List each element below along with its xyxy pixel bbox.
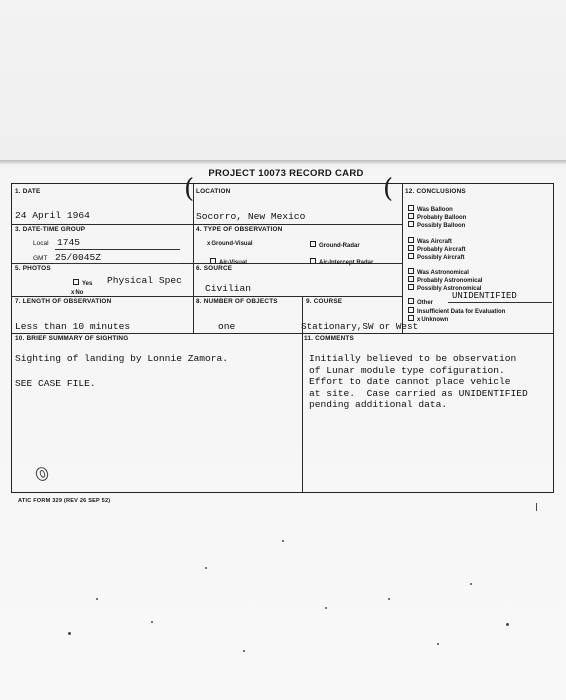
binder-clip-right: (	[383, 174, 394, 204]
summary-line-2: SEE CASE FILE.	[15, 378, 96, 389]
photos-label: 5. PHOTOS	[15, 265, 51, 272]
rule-col-date	[193, 184, 194, 333]
conclusion-other-value: UNIDENTIFIED	[452, 291, 517, 301]
gmt-value: 25/0045Z	[55, 252, 102, 263]
checkbox-icon	[408, 284, 414, 290]
number-of-objects-label: 8. NUMBER OF OBJECTS	[196, 298, 278, 305]
checkbox-icon	[408, 276, 414, 282]
course-label: 9. COURSE	[306, 298, 343, 305]
conclusion-probably-balloon[interactable]	[408, 213, 466, 221]
date-label: 1. DATE	[15, 188, 41, 195]
scan-speck	[506, 623, 509, 626]
brief-summary-label: 10. BRIEF SUMMARY OF SIGHTING	[15, 335, 129, 342]
local-time-value: 1745	[57, 237, 81, 248]
location-value: Socorro, New Mexico	[196, 211, 306, 222]
check-mark: x	[207, 241, 211, 247]
photos-no-text: No	[75, 290, 84, 296]
scan-speck	[536, 503, 537, 511]
checkbox-icon	[310, 241, 316, 247]
checkbox-icon	[408, 253, 414, 259]
check-mark: x	[71, 290, 75, 296]
checkbox-icon	[310, 258, 316, 264]
conclusion-was-balloon[interactable]	[408, 205, 453, 213]
source-value: Civilian	[205, 283, 252, 294]
page-fold	[0, 160, 566, 164]
local-time-underline	[55, 249, 180, 250]
conclusion-text: Was Astronomical	[417, 270, 469, 276]
checkbox-icon	[408, 237, 414, 243]
checkbox-icon	[408, 205, 414, 211]
obs-ground-radar-text: Ground-Radar	[319, 243, 360, 249]
rule-row4	[12, 333, 553, 334]
conclusion-text: Possibly Astronomical	[417, 286, 482, 292]
conclusion-text: Possibly Aircraft	[417, 255, 465, 261]
conclusion-possibly-aircraft[interactable]	[408, 253, 464, 261]
form-number: ATIC FORM 329 (REV 26 SEP 52)	[18, 498, 111, 504]
length-label: 7. LENGTH OF OBSERVATION	[15, 298, 112, 305]
conclusion-text: Probably Astronomical	[417, 278, 483, 284]
gmt-underline	[53, 263, 180, 264]
scan-speck	[151, 621, 153, 623]
obs-air-intercept-text: Air-Intercept Radar	[319, 260, 374, 266]
checkbox-icon	[210, 258, 216, 264]
scan-speck	[470, 583, 472, 585]
scan-speck	[68, 632, 71, 635]
conclusion-insufficient[interactable]	[408, 307, 505, 315]
checkbox-icon	[73, 279, 79, 285]
conclusion-other[interactable]	[408, 298, 433, 306]
comments-label: 11. COMMENTS	[304, 335, 354, 342]
rule-row3	[12, 296, 402, 297]
scan-speck	[282, 540, 284, 542]
summary-line-1: Sighting of landing by Lonnie Zamora.	[15, 353, 229, 364]
number-of-objects-value: one	[218, 321, 236, 332]
date-value: 24 April 1964	[15, 210, 90, 221]
scan-speck	[96, 598, 98, 600]
obs-air-visual-text: Air-Visual	[219, 260, 247, 266]
conclusion-text: Possibly Balloon	[417, 223, 466, 229]
conclusion-text: Was Aircraft	[417, 239, 452, 245]
conclusion-text: Unknown	[421, 317, 449, 323]
conclusion-probably-aircraft[interactable]	[408, 245, 465, 253]
rule-col-conclusions	[402, 184, 403, 333]
scan-speck	[388, 598, 390, 600]
conclusion-unknown[interactable]	[408, 315, 448, 323]
conclusion-probably-astronomical[interactable]	[408, 276, 482, 284]
conclusion-text: Insufficient Data for Evaluation	[417, 309, 506, 315]
photos-yes-text: Yes	[82, 281, 93, 287]
gmt-label: GMT	[33, 255, 48, 262]
checkbox-icon	[408, 268, 414, 274]
checkbox-icon	[408, 298, 414, 304]
checkbox-icon	[408, 315, 414, 321]
scan-speck	[437, 643, 439, 645]
conclusion-other-underline	[448, 302, 552, 303]
location-label: LOCATION	[196, 188, 231, 195]
binder-clip-left: (	[184, 174, 195, 204]
obs-ground-radar-option[interactable]	[310, 241, 360, 249]
photos-yes-option[interactable]	[73, 279, 92, 287]
obs-ground-visual-option[interactable]	[207, 241, 253, 247]
comments-value: Initially believed to be observation of Lunar module type cofiguration. Effort to date cannot place vehicle at site. Case carried as UNIDENTIFIED pending additional data.	[309, 353, 528, 410]
photos-typed-note: Physical Spec	[107, 275, 182, 286]
photos-no-option[interactable]	[71, 290, 83, 296]
conclusion-possibly-balloon[interactable]	[408, 221, 465, 229]
conclusion-text: Probably Aircraft	[417, 247, 466, 253]
checkbox-icon	[408, 213, 414, 219]
checkbox-icon	[408, 221, 414, 227]
obs-ground-visual-text: Ground-Visual	[211, 241, 253, 247]
checkbox-icon	[408, 307, 414, 313]
course-value: Stationary,SW or West	[301, 321, 419, 332]
conclusion-text: Probably Balloon	[417, 215, 467, 221]
obs-air-intercept-option[interactable]	[310, 258, 373, 266]
scan-speck	[243, 650, 245, 652]
scan-speck	[325, 607, 327, 609]
conclusion-text: Other	[417, 300, 434, 306]
type-of-observation-label: 4. TYPE OF OBSERVATION	[196, 226, 283, 233]
check-mark: x	[417, 317, 421, 323]
conclusion-was-astronomical[interactable]	[408, 268, 469, 276]
conclusion-was-aircraft[interactable]	[408, 237, 452, 245]
source-label: 6. SOURCE	[196, 265, 233, 272]
conclusion-text: Was Balloon	[417, 207, 453, 213]
conclusions-label: 12. CONCLUSIONS	[405, 188, 466, 195]
card-title: PROJECT 10073 RECORD CARD	[208, 168, 364, 179]
rule-row1	[12, 224, 402, 225]
checkbox-icon	[408, 245, 414, 251]
length-value: Less than 10 minutes	[15, 321, 131, 332]
local-time-label: Local	[33, 240, 49, 247]
rule-col-comments	[302, 333, 303, 492]
datetime-group-label: 3. DATE-TIME GROUP	[15, 226, 86, 233]
scan-speck	[205, 567, 207, 569]
